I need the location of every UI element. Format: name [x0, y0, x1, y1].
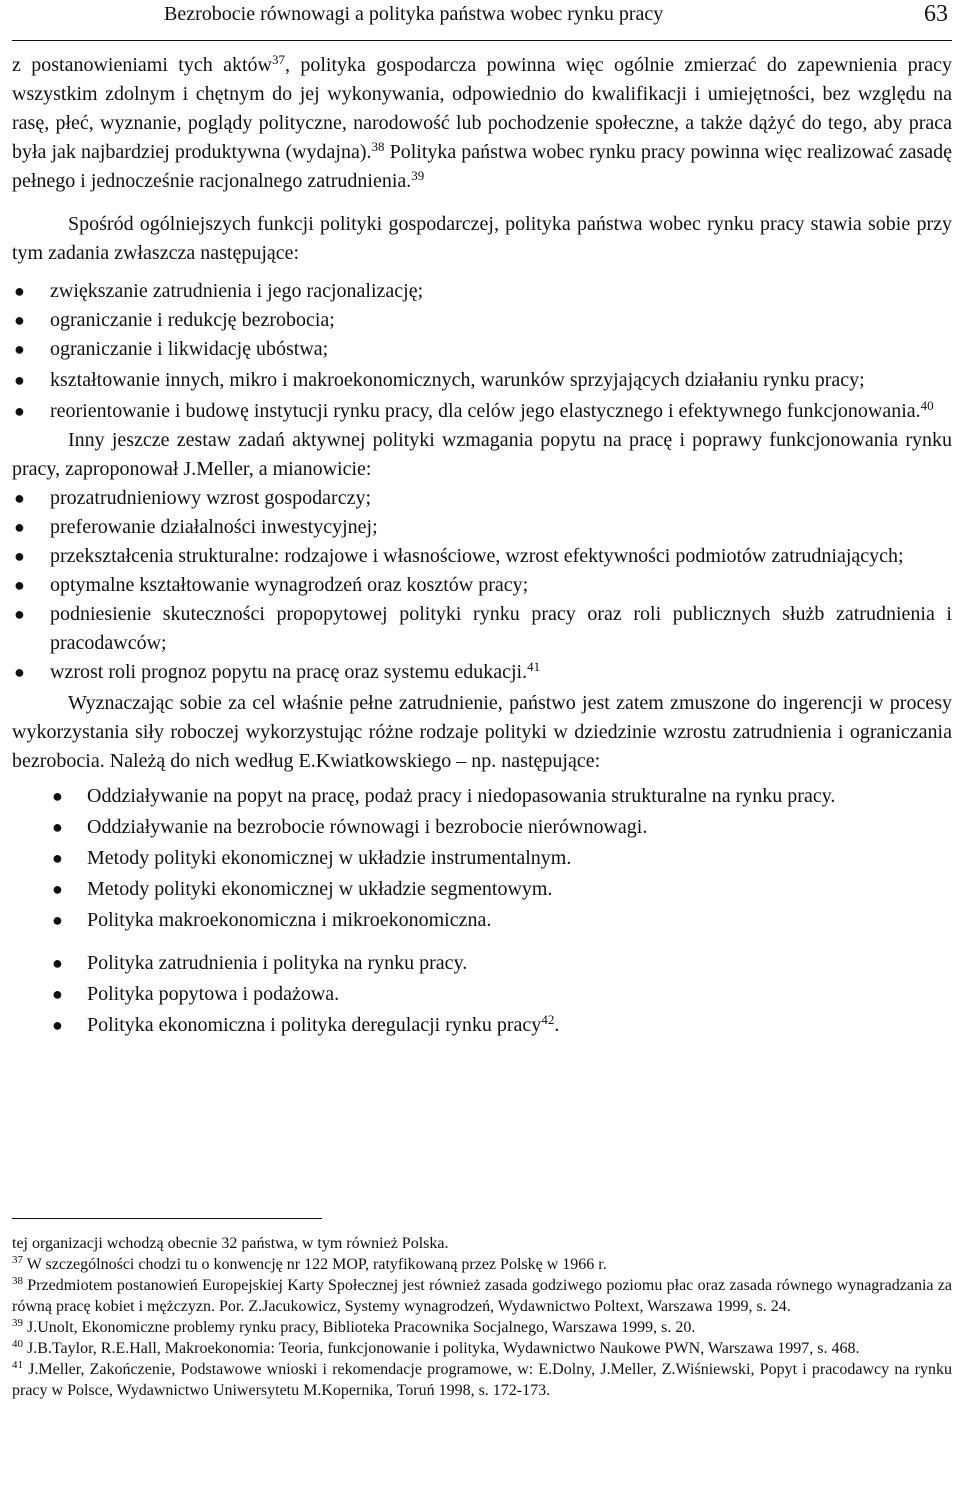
main-text: [12, 51, 952, 1040]
list-item-text: ograniczanie i redukcję bezrobocia;: [50, 309, 335, 331]
bullet-icon: ●: [14, 575, 25, 595]
list-item: [12, 658, 952, 687]
footnote-ref-42: 42: [541, 1012, 555, 1027]
footnote-38: [12, 1275, 952, 1317]
list-item-text: podniesienie skuteczności propopytowej polityki rynku pracy oraz roli publicznych służb zatrudnienia i pracodawców;: [50, 603, 952, 654]
bullet-icon: ●: [14, 546, 25, 566]
list-item-text: przekształcenia strukturalne: rodzajowe i własnościowe, wzrost efektywności podmiotów zatrudniających;: [50, 545, 904, 567]
list-item-text: prozatrudnieniowy wzrost gospodarczy;: [50, 487, 372, 509]
bullet-icon: ●: [52, 786, 63, 806]
footnote-ref-39: 39: [411, 168, 425, 183]
list-item: [12, 366, 952, 395]
paragraph-1: [12, 51, 952, 196]
list-item: [12, 513, 952, 542]
footnotes: [12, 1218, 952, 1401]
text-run: Polityka państwa wobec rynku pracy powinna więc realizować zasadę pełnego i jednocześnie racjonalnego zatrudnienia.: [12, 141, 952, 192]
list-item-text: Polityka ekonomiczna i polityka deregulacji rynku pracy: [87, 1014, 542, 1036]
list-item: [12, 600, 952, 658]
bullet-icon: ●: [52, 953, 63, 973]
running-title: Bezrobocie równowagi a polityka państwa wobec rynku pracy: [164, 3, 664, 25]
footnote-text: J.Unolt, Ekonomiczne problemy rynku pracy, Biblioteka Pracownika Socjalnego, Warszawa 1999, s. 20.: [23, 1319, 696, 1336]
bullet-icon: ●: [14, 310, 25, 330]
footnote-41: [12, 1359, 952, 1401]
bullet-icon: ●: [52, 910, 63, 930]
list-item-text: optymalne kształtowanie wynagrodzeń oraz kosztów pracy;: [50, 574, 529, 596]
list-item-text: wzrost roli prognoz popytu na pracę oraz systemu edukacji.: [50, 661, 528, 683]
paragraph-2: Spośród ogólniejszych funkcji polityki gospodarczej, polityka państwa wobec rynku pracy stawia sobie przy tym zadania zwłaszcza następujące:: [12, 213, 952, 264]
task-list-1: [12, 277, 952, 426]
footnote-37: [12, 1254, 952, 1275]
bullet-icon: ●: [14, 488, 25, 508]
bullet-icon: ●: [14, 517, 25, 537]
bullet-icon: ●: [52, 879, 63, 899]
list-item: [12, 397, 952, 426]
bullet-icon: ●: [52, 817, 63, 837]
list-item: [12, 906, 952, 935]
footnote-text: Przedmiotem postanowień Europejskiej Karty Społecznej jest również zasada godziwego poziomu płac oraz zasada równego wynagradzania za równą pracę kobiet i mężczyzn. Por. Z.Jacukowicz, Systemy wynagrodzeń, Wydawnictwo Poltext, Warszawa 1999, s. 24.: [12, 1277, 952, 1315]
text-run: , polityka gospodarcza powinna więc ogólnie zmierzać do zapewnienia pracy wszystkim zdolnym i chętnym do jej wykonywania, odpowiednio do kwalifikacji i umiejętności, bez względu na rasę, płeć, wyznanie, poglądy polityczne, narodowość lub pochodzenie społeczne, a także dążyć do tego, aby praca była jak najbardziej produktywna (wydajna).: [12, 54, 952, 163]
list-item-text: Polityka zatrudnienia i polityka na rynku pracy.: [87, 952, 468, 974]
bullet-icon: ●: [14, 401, 25, 421]
footnote-ref-40: 40: [920, 398, 934, 413]
list-item-text: reorientowanie i budowę instytucji rynku pracy, dla celów jego elastycznego i efektywnego funkcjonowania.: [50, 400, 921, 422]
list-item: [12, 813, 952, 842]
bullet-icon: ●: [52, 984, 63, 1004]
footnote-text: J.B.Taylor, R.E.Hall, Makroekonomia: Teoria, funkcjonowanie i polityka, Wydawnictwo Naukowe PWN, Warszawa 1997, s. 468.: [23, 1340, 860, 1357]
text-run: .: [554, 1014, 560, 1036]
policy-types-list: [12, 782, 952, 1040]
footnote-number: 41: [12, 1359, 23, 1371]
list-item: [12, 844, 952, 873]
list-item: [12, 571, 952, 600]
list-item-text: Polityka popytowa i podażowa.: [87, 983, 340, 1005]
list-item: [12, 277, 952, 306]
footnote-number: 39: [12, 1317, 23, 1329]
list-item: [12, 949, 952, 978]
bullet-icon: ●: [14, 370, 25, 390]
bullet-icon: ●: [14, 604, 25, 624]
list-item-text: Oddziaływanie na popyt na pracę, podaż pracy i niedopasowania strukturalne na rynku pracy.: [87, 785, 836, 807]
list-item-text: Oddziaływanie na bezrobocie równowagi i bezrobocie nierównowagi.: [87, 816, 648, 838]
footnote-number: 38: [12, 1275, 23, 1287]
footnote-number: 40: [12, 1338, 23, 1350]
list-item: [12, 782, 952, 811]
list-item: [12, 542, 952, 571]
footnote-39: [12, 1317, 952, 1338]
footnote-divider: [12, 1218, 322, 1219]
bullet-icon: ●: [14, 339, 25, 359]
list-item-text: ograniczanie i likwidację ubóstwa;: [50, 338, 329, 360]
paragraph-4: Wyznaczając sobie za cel właśnie pełne zatrudnienie, państwo jest zatem zmuszone do ingerencji w procesy wykorzystania siły roboczej wykorzystując różne rodzaje polityki w dziedzinie wzrostu zatrudnienia i ograniczania bezrobocia. Należą do nich według E.Kwiatkowskiego – np. następujące:: [12, 692, 952, 772]
footnote-ref-37: 37: [271, 52, 285, 67]
running-header: [12, 0, 952, 41]
text-run: z postanowieniami tych aktów: [12, 54, 272, 76]
footnote-ref-41: 41: [527, 659, 541, 674]
footnote-text: J.Meller, Zakończenie, Podstawowe wnioski i rekomendacje programowe, w: E.Dolny, J.Meller, Z.Wiśniewski, Popyt i pracodawcy na rynku pracy w Polsce, Wydawnictwo Uniwersytetu M.Kopernika, Toruń 1998, s. 172-173.: [12, 1361, 952, 1399]
list-item: [12, 980, 952, 1009]
list-item: [12, 875, 952, 904]
document-page: [12, 0, 952, 1042]
footnote-text: W szczególności chodzi tu o konwencję nr 122 MOP, ratyfikowaną przez Polskę w 1966 r.: [23, 1256, 607, 1273]
list-item-text: Polityka makroekonomiczna i mikroekonomiczna.: [87, 909, 492, 931]
list-item-text: Metody polityki ekonomicznej w układzie instrumentalnym.: [87, 847, 572, 869]
page-number: 63: [924, 1, 948, 27]
bullet-icon: ●: [14, 662, 25, 682]
list-item-text: kształtowanie innych, mikro i makroekonomicznych, warunków sprzyjających działaniu rynku pracy;: [50, 369, 865, 391]
list-item-text: Metody polityki ekonomicznej w układzie segmentowym.: [87, 878, 553, 900]
task-list-2: [12, 484, 952, 687]
footnote-ref-38: 38: [371, 139, 385, 154]
list-item: [12, 335, 952, 364]
list-item-text: zwiększanie zatrudnienia i jego racjonalizację;: [50, 280, 424, 302]
list-item: [12, 1011, 952, 1040]
paragraph-3: Inny jeszcze zestaw zadań aktywnej polityki wzmagania popytu na pracę i poprawy funkcjonowania rynku pracy, zaproponował J.Meller, a mianowicie:: [12, 429, 952, 480]
footnote-40: [12, 1338, 952, 1359]
footnote-continuation: tej organizacji wchodzą obecnie 32 państwa, w tym również Polska.: [12, 1235, 449, 1252]
list-item-text: preferowanie działalności inwestycyjnej;: [50, 516, 378, 538]
footnote-number: 37: [12, 1254, 23, 1266]
list-item: [12, 306, 952, 335]
list-item: [12, 484, 952, 513]
bullet-icon: ●: [52, 848, 63, 868]
bullet-icon: ●: [14, 281, 25, 301]
bullet-icon: ●: [52, 1015, 63, 1035]
